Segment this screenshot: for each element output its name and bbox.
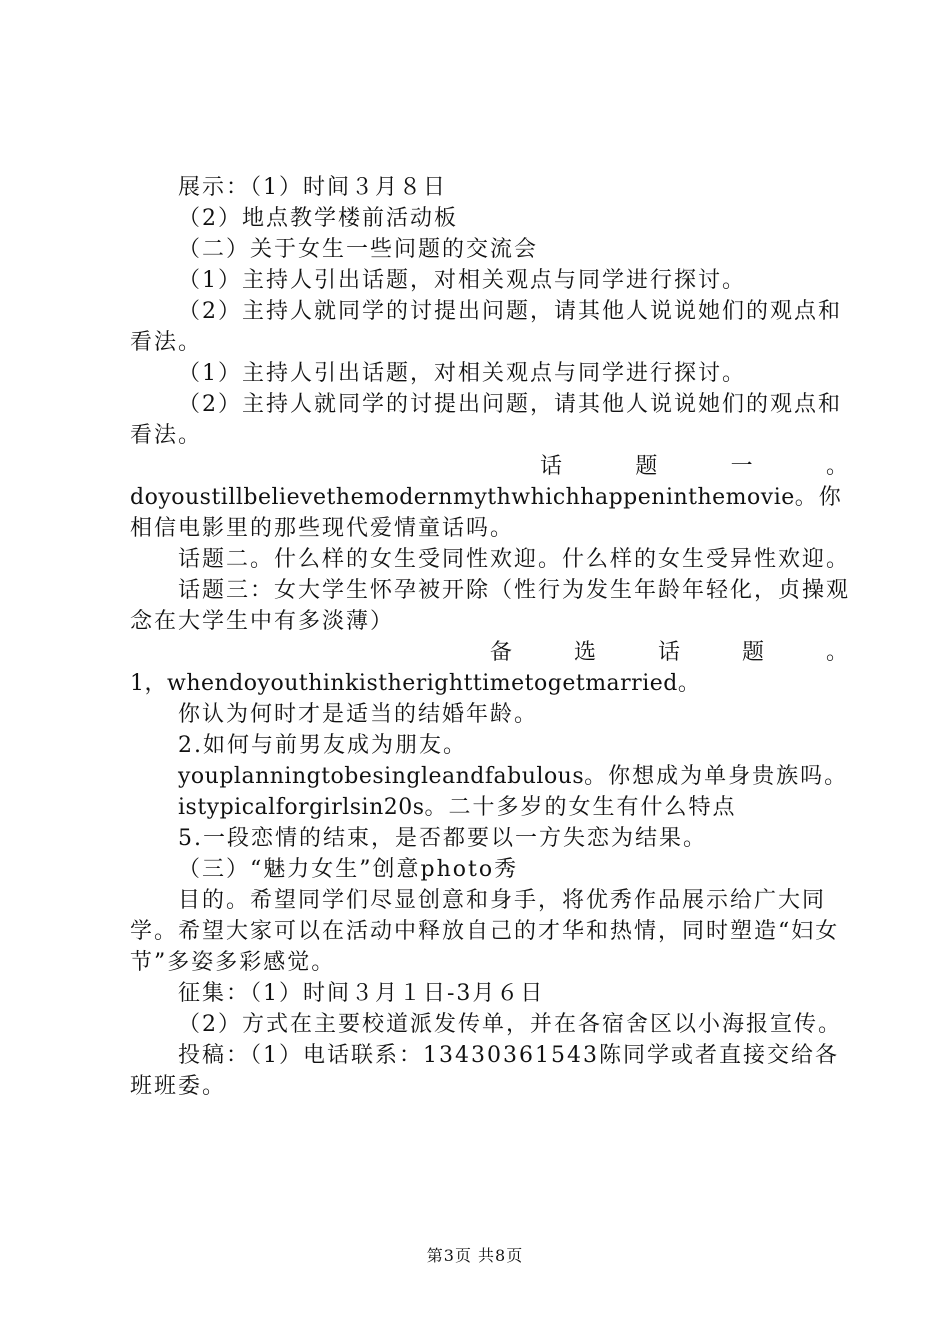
section-2-heading: （二）关于女生一些问题的交流会: [178, 237, 539, 262]
collection-method: （2）方式在主要校道派发传单，并在各宿舍区以小海报宣传。: [178, 1012, 842, 1037]
host-step-1-repeat: （1）主持人引出话题，对相关观点与同学进行探讨。: [178, 361, 746, 386]
page-number-footer: 第3页 共8页: [426, 1246, 524, 1265]
alt-heading-char: 题: [741, 640, 766, 665]
alt-topic-2: 2.如何与前男友成为朋友。: [178, 733, 467, 758]
alt-topic-3-latin: youplanningtobesingleandfabulous: [178, 764, 585, 789]
alt-topic-1-english: [130, 668, 850, 699]
alt-topic-3-cn: 。你想成为单身贵族吗。: [584, 764, 849, 789]
host-step-2: （2）主持人就同学的讨提出问题，请其他人说说她们的观点和看法。: [130, 299, 842, 355]
alt-heading-char: 话: [657, 640, 682, 665]
alt-topic-1-end: 。: [677, 671, 702, 696]
exhibit-time-line: 展示：（1）时间３月８日: [178, 175, 447, 200]
alt-topic-4-latin: istypicalforgirlsin20s: [178, 795, 425, 820]
exhibit-location-line: （2）地点教学楼前活动板: [178, 206, 458, 231]
host-step-1: （1）主持人引出话题，对相关观点与同学进行探讨。: [178, 268, 746, 293]
alt-heading-char: 备: [490, 640, 515, 665]
alt-heading-char: 。: [825, 640, 850, 665]
topic-1-heading: [130, 451, 850, 482]
topic-1-char: 题: [635, 454, 660, 479]
alt-topic-5: 5.一段恋情的结束，是否都要以一方失恋为结果。: [178, 826, 707, 851]
alt-topic-3: [130, 761, 850, 792]
topic-2: 话题二。什么样的女生受同性欢迎。什么样的女生受异性欢迎。: [178, 547, 851, 572]
submission-paragraph: 投稿：（1）电话联系：13430361543陈同学或者直接交给各班班委。: [130, 1043, 839, 1099]
topic-1-char: 话: [540, 454, 565, 479]
page-body: [130, 172, 850, 1102]
host-step-2-repeat: （2）主持人就同学的讨提出问题，请其他人说说她们的观点和看法。: [130, 392, 842, 448]
alt-topic-4-cn: 。二十多岁的女生有什么特点: [424, 795, 737, 820]
alt-topic-4: [130, 792, 850, 823]
topic-1-char: 。: [825, 454, 850, 479]
alt-heading-char: 选: [573, 640, 598, 665]
collection-time: 征集：（1）时间３月１日-3月６日: [178, 981, 545, 1006]
alternative-topics-heading: [130, 637, 850, 668]
alt-topic-1-chinese: 你认为何时才是适当的结婚年龄。: [178, 702, 539, 727]
alt-topic-1-latin: 1，whendoyouthinkistherighttimetogetmarried: [130, 671, 678, 696]
topic-3: 话题三：女大学生怀孕被开除（性行为发生年龄年轻化，贞操观念在大学生中有多淡薄）: [130, 578, 851, 634]
topic-1-english: doyoustillbelievethemodernmythwhichhappeninthemovie: [130, 485, 795, 510]
topic-1-chinese: 。你相信电影里的那些现代爱情童话吗。: [130, 485, 843, 541]
purpose-paragraph: 目的。希望同学们尽显创意和身手，将优秀作品展示给广大同学。希望大家可以在活动中释放自己的才华和热情，同时塑造“妇女节”多姿多彩感觉。: [130, 888, 840, 975]
topic-1-char: 一: [730, 454, 755, 479]
topic-1-body: [130, 482, 850, 544]
section-3-heading: （三）“魅力女生”创意photo秀: [178, 857, 519, 882]
